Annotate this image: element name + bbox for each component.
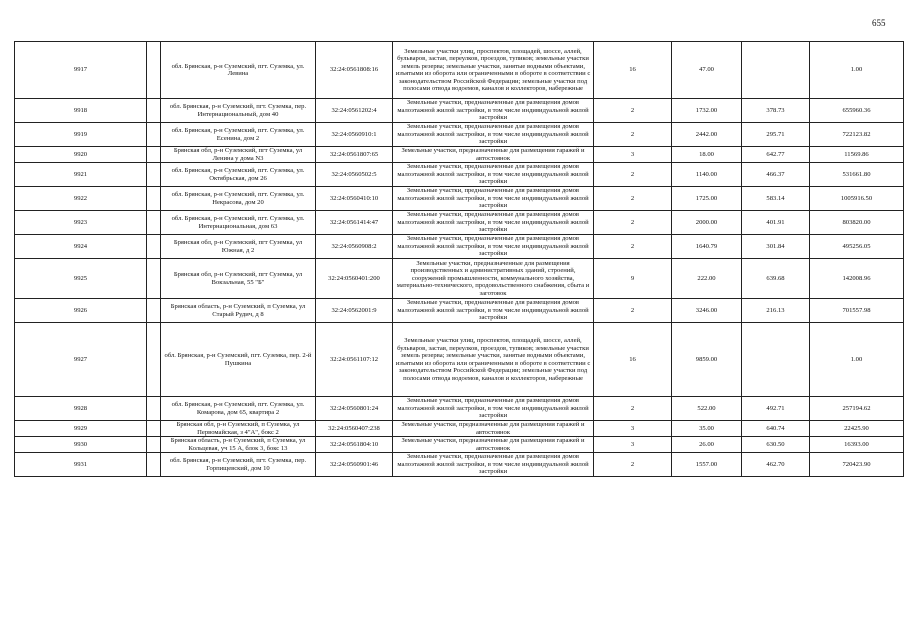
- cadastral-value-cell: 701557.98: [810, 299, 904, 323]
- row-number-cell: 9929: [15, 421, 147, 437]
- usage-code-cell: 16: [594, 323, 672, 397]
- address-cell: Брянская обл, р-н Суземский, пгт Суземка, ул Ленина у дома N3: [161, 147, 316, 163]
- row-blank-cell: [147, 299, 161, 323]
- row-number-cell: 9923: [15, 211, 147, 235]
- cadastral-number-cell: 32:24:0560801:24: [316, 397, 393, 421]
- land-use-cell: Земельные участки улиц, проспектов, площадей, шоссе, аллей, бульваров, застав, переулков, проездов, тупиков; земельные участки земель резерва; земельные участки, занятые водными объектами, изъятыми из оборота или ограниченными в обороте в соответствии с законодательством Российской Федерации; земельные участки под полосами отвода водоемов, каналов и коллекторов, набережные: [393, 42, 594, 99]
- table-row: [15, 211, 904, 235]
- address-cell: Брянская область, р-н Суземский, п Суземка, ул Кольцевая, уч 15 А, блок 3, бокс 13: [161, 437, 316, 453]
- cadastral-value-cell: 803820.00: [810, 211, 904, 235]
- table-row: [15, 147, 904, 163]
- area-cell: 35.00: [672, 421, 742, 437]
- area-cell: 2442.00: [672, 123, 742, 147]
- cadastral-value-cell: 142008.96: [810, 259, 904, 299]
- address-cell: обл. Брянская, р-н Суземский, пгт. Суземка, пер. Интернациональный, дом 40: [161, 99, 316, 123]
- cadastral-number-cell: 32:24:0561202:4: [316, 99, 393, 123]
- area-cell: 1140.00: [672, 163, 742, 187]
- address-cell: Брянская область, р-н Суземский, п Суземка, ул Старый Рудич, д 8: [161, 299, 316, 323]
- row-blank-cell: [147, 211, 161, 235]
- land-use-cell: Земельные участки, предназначенные для размещения домов малоэтажной жилой застройки, в том числе индивидуальной жилой застройки: [393, 211, 594, 235]
- specific-value-cell: 642.77: [742, 147, 810, 163]
- land-use-cell: Земельные участки, предназначенные для размещения домов малоэтажной жилой застройки, в том числе индивидуальной жилой застройки: [393, 187, 594, 211]
- row-blank-cell: [147, 421, 161, 437]
- row-blank-cell: [147, 437, 161, 453]
- table-row: [15, 235, 904, 259]
- cadastral-number-cell: 32:24:0561414:47: [316, 211, 393, 235]
- cadastral-number-cell: 32:24:0560910:1: [316, 123, 393, 147]
- usage-code-cell: 2: [594, 453, 672, 477]
- area-cell: 1640.79: [672, 235, 742, 259]
- row-number-cell: 9926: [15, 299, 147, 323]
- address-cell: обл. Брянская, р-н Суземский, пгт. Суземка, ул. Октябрьская, дом 26: [161, 163, 316, 187]
- usage-code-cell: 3: [594, 421, 672, 437]
- address-cell: обл. Брянская, р-н Суземский, пгт. Суземка, ул. Некрасова, дом 20: [161, 187, 316, 211]
- area-cell: 1725.00: [672, 187, 742, 211]
- table-row: [15, 397, 904, 421]
- land-use-cell: Земельные участки, предназначенные для размещения производственных и административных зданий, строений, сооружений промышленности, коммунального хозяйства, материально-технического, продовольственного снабжения, сбыта и заготовок: [393, 259, 594, 299]
- row-number-cell: 9931: [15, 453, 147, 477]
- table-row: [15, 99, 904, 123]
- row-number-cell: 9921: [15, 163, 147, 187]
- cadastral-number-cell: 32:24:0560901:46: [316, 453, 393, 477]
- usage-code-cell: 3: [594, 437, 672, 453]
- usage-code-cell: 2: [594, 99, 672, 123]
- cadastral-number-cell: 32:24:0560908:2: [316, 235, 393, 259]
- cadastral-number-cell: 32:24:0560410:10: [316, 187, 393, 211]
- row-number-cell: 9930: [15, 437, 147, 453]
- row-number-cell: 9924: [15, 235, 147, 259]
- cadastral-value-cell: 722123.82: [810, 123, 904, 147]
- cadastral-value-cell: 1.00: [810, 323, 904, 397]
- table-row: [15, 323, 904, 397]
- cadastral-value-cell: 11569.86: [810, 147, 904, 163]
- land-registry-table: [14, 41, 904, 477]
- usage-code-cell: 2: [594, 123, 672, 147]
- cadastral-number-cell: 32:24:0561808:16: [316, 42, 393, 99]
- row-blank-cell: [147, 147, 161, 163]
- specific-value-cell: 216.13: [742, 299, 810, 323]
- land-use-cell: Земельные участки, предназначенные для размещения домов малоэтажной жилой застройки, в том числе индивидуальной жилой застройки: [393, 299, 594, 323]
- row-number-cell: 9927: [15, 323, 147, 397]
- address-cell: Брянская обл, р-н Суземский, пгт Суземка, ул Вокзальная, 55 "Б": [161, 259, 316, 299]
- table-row: [15, 299, 904, 323]
- address-cell: обл. Брянская, р-н Суземский, пгт. Суземка, пер. 2-й Пушкина: [161, 323, 316, 397]
- land-use-cell: Земельные участки, предназначенные для размещения гаражей и автостоянок: [393, 147, 594, 163]
- table-row: [15, 187, 904, 211]
- row-number-cell: 9918: [15, 99, 147, 123]
- specific-value-cell: 462.70: [742, 453, 810, 477]
- address-cell: обл. Брянская, р-н Суземский, пгт. Суземка, ул. Комарова, дом 65, квартира 2: [161, 397, 316, 421]
- land-use-cell: Земельные участки, предназначенные для размещения гаражей и автостоянок: [393, 421, 594, 437]
- cadastral-value-cell: 531661.80: [810, 163, 904, 187]
- area-cell: 3246.00: [672, 299, 742, 323]
- row-blank-cell: [147, 163, 161, 187]
- land-use-cell: Земельные участки, предназначенные для размещения домов малоэтажной жилой застройки, в том числе индивидуальной жилой застройки: [393, 397, 594, 421]
- table-row: [15, 437, 904, 453]
- cadastral-value-cell: 655960.36: [810, 99, 904, 123]
- cadastral-number-cell: 32:24:0560401:200: [316, 259, 393, 299]
- address-cell: обл. Брянская, р-н Суземский, пгт. Суземка, ул. Левина: [161, 42, 316, 99]
- area-cell: 1732.00: [672, 99, 742, 123]
- specific-value-cell: 466.37: [742, 163, 810, 187]
- row-number-cell: 9925: [15, 259, 147, 299]
- land-use-cell: Земельные участки, предназначенные для размещения домов малоэтажной жилой застройки, в том числе индивидуальной жилой застройки: [393, 163, 594, 187]
- row-blank-cell: [147, 123, 161, 147]
- land-use-cell: Земельные участки, предназначенные для размещения домов малоэтажной жилой застройки, в том числе индивидуальной жилой застройки: [393, 123, 594, 147]
- cadastral-number-cell: 32:24:0561804:10: [316, 437, 393, 453]
- area-cell: 1557.00: [672, 453, 742, 477]
- specific-value-cell: 492.71: [742, 397, 810, 421]
- specific-value-cell: 640.74: [742, 421, 810, 437]
- table-row: [15, 42, 904, 99]
- cadastral-value-cell: 495256.05: [810, 235, 904, 259]
- usage-code-cell: 9: [594, 259, 672, 299]
- table-row: [15, 123, 904, 147]
- usage-code-cell: 2: [594, 235, 672, 259]
- area-cell: 2000.00: [672, 211, 742, 235]
- cadastral-number-cell: 32:24:0561807:65: [316, 147, 393, 163]
- cadastral-number-cell: 32:24:0561107:12: [316, 323, 393, 397]
- address-cell: Брянская обл, р-н Суземский, пгт Суземка, ул Южная, д 2: [161, 235, 316, 259]
- usage-code-cell: 2: [594, 163, 672, 187]
- land-use-cell: Земельные участки, предназначенные для размещения домов малоэтажной жилой застройки, в том числе индивидуальной жилой застройки: [393, 453, 594, 477]
- row-blank-cell: [147, 323, 161, 397]
- row-number-cell: 9922: [15, 187, 147, 211]
- area-cell: 222.00: [672, 259, 742, 299]
- row-blank-cell: [147, 99, 161, 123]
- table-row: [15, 453, 904, 477]
- cadastral-value-cell: 1.00: [810, 42, 904, 99]
- specific-value-cell: [742, 323, 810, 397]
- specific-value-cell: 401.91: [742, 211, 810, 235]
- usage-code-cell: 16: [594, 42, 672, 99]
- cadastral-value-cell: 1005916.50: [810, 187, 904, 211]
- table-row: [15, 259, 904, 299]
- land-use-cell: Земельные участки, предназначенные для размещения гаражей и автостоянок: [393, 437, 594, 453]
- area-cell: 522.00: [672, 397, 742, 421]
- cadastral-value-cell: 22425.90: [810, 421, 904, 437]
- usage-code-cell: 2: [594, 299, 672, 323]
- cadastral-number-cell: 32:24:0562001:9: [316, 299, 393, 323]
- specific-value-cell: 639.68: [742, 259, 810, 299]
- row-blank-cell: [147, 259, 161, 299]
- usage-code-cell: 3: [594, 147, 672, 163]
- specific-value-cell: 301.84: [742, 235, 810, 259]
- row-number-cell: 9917: [15, 42, 147, 99]
- specific-value-cell: 583.14: [742, 187, 810, 211]
- address-cell: обл. Брянская, р-н Суземский, пгт. Суземка, ул. Интернациональная, дом 63: [161, 211, 316, 235]
- address-cell: обл. Брянская, р-н Суземский, пгт. Суземка, ул. Есенина, дом 2: [161, 123, 316, 147]
- specific-value-cell: 630.50: [742, 437, 810, 453]
- address-cell: обл. Брянская, р-н Суземский, пгт. Суземка, пер. Горпищевский, дом 10: [161, 453, 316, 477]
- table-row: [15, 163, 904, 187]
- area-cell: 26.00: [672, 437, 742, 453]
- usage-code-cell: 2: [594, 397, 672, 421]
- area-cell: 47.00: [672, 42, 742, 99]
- cadastral-value-cell: 257194.62: [810, 397, 904, 421]
- specific-value-cell: 378.73: [742, 99, 810, 123]
- row-number-cell: 9928: [15, 397, 147, 421]
- cadastral-value-cell: 720423.90: [810, 453, 904, 477]
- usage-code-cell: 2: [594, 187, 672, 211]
- cadastral-value-cell: 16393.00: [810, 437, 904, 453]
- row-blank-cell: [147, 187, 161, 211]
- table-row: [15, 421, 904, 437]
- row-number-cell: 9919: [15, 123, 147, 147]
- address-cell: Брянская обл, р-н Суземский, п Суземка, ул Первомайская, з 4"А", бокс 2: [161, 421, 316, 437]
- land-use-cell: Земельные участки улиц, проспектов, площадей, шоссе, аллей, бульваров, застав, переулков, проездов, тупиков; земельные участки земель резерва; земельные участки, занятые водными объектами, изъятыми из оборота или ограниченными в обороте в соответствии с законодательством Российской Федерации; земельные участки под полосами отвода водоемов, каналов и коллекторов, набережные: [393, 323, 594, 397]
- row-blank-cell: [147, 453, 161, 477]
- row-blank-cell: [147, 235, 161, 259]
- row-blank-cell: [147, 397, 161, 421]
- specific-value-cell: [742, 42, 810, 99]
- cadastral-number-cell: 32:24:0560407:238: [316, 421, 393, 437]
- row-number-cell: 9920: [15, 147, 147, 163]
- land-use-cell: Земельные участки, предназначенные для размещения домов малоэтажной жилой застройки, в том числе индивидуальной жилой застройки: [393, 235, 594, 259]
- cadastral-number-cell: 32:24:0560502:5: [316, 163, 393, 187]
- usage-code-cell: 2: [594, 211, 672, 235]
- specific-value-cell: 295.71: [742, 123, 810, 147]
- area-cell: 9859.00: [672, 323, 742, 397]
- area-cell: 18.00: [672, 147, 742, 163]
- row-blank-cell: [147, 42, 161, 99]
- page-number: 655: [872, 18, 886, 28]
- land-use-cell: Земельные участки, предназначенные для размещения домов малоэтажной жилой застройки, в том числе индивидуальной жилой застройки: [393, 99, 594, 123]
